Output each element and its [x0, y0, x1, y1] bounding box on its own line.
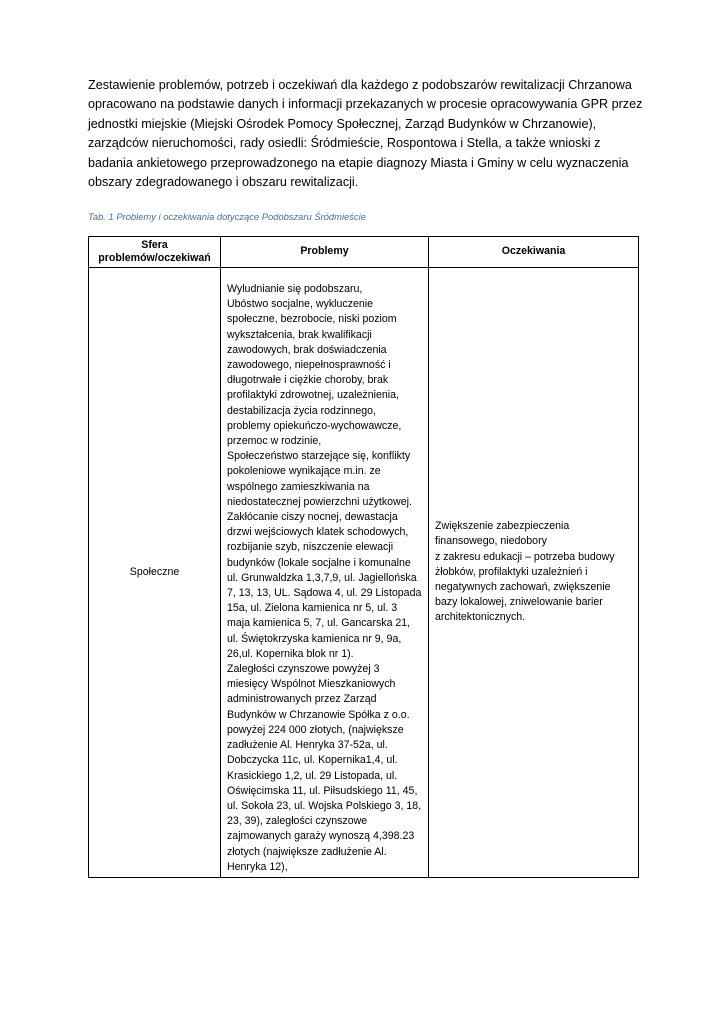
problem-item: Zaległości czynszowe powyżej 3 miesięcy Wspólnot Mieszkaniowych administrowanych przez Zarząd Budynków w Chrzanowie Spółka z o.o. powyżej 224 000 złotych, (największe zadłużenie Al. Henryka 37-52a, ul. Dobczycka 11c, ul. Kopernika1,4, ul. Krasickiego 1,2, ul. 29 Listopada, ul. Oświęcimska 11, ul. Piłsudskiego 11, 45, ul. Sokoła 23, ul. Wojska Polskiego 3, 18, 23, 39), zaległości czynszowe zajmowanych garaży wynoszą 4,398.23 złotych (największe zadłużenie Al. Henryka 12), — [227, 663, 422, 873]
problem-item: Zakłócanie ciszy nocnej, dewastacja drzwi wejściowych klatek schodowych, rozbijanie szyb, niszczenie elewacji budynków (lokale socjalne i komunalne ul. Grunwaldzka 1,3,7,9, ul. Jagiellońska 7, 13, 13, UL. Sądowa 4, ul. 29 Listopada 15a, ul. Zielona kamienica nr 5, ul. 3 maja kamienica 5, 7, ul. Gancarska 21, ul. Świętokrzyska kamienica nr 9, 9a, 26,ul. Kopernika blok nr 1). — [227, 511, 422, 660]
problem-item: Wyludnianie się podobszaru, — [227, 283, 363, 295]
cell-sfera: Społeczne — [89, 268, 221, 878]
header-sfera-line1: Sfera — [141, 238, 168, 251]
header-oczekiwania: Oczekiwania — [429, 237, 639, 268]
expectation-item: Zwiększenie zabezpieczenia finansowego, niedobory — [435, 520, 570, 548]
header-sfera-line2: problemów/oczekiwań — [98, 252, 211, 264]
problem-item: Społeczeństwo starzejące się, konflikty pokoleniowe wynikające m.in. ze wspólnego zamieszkiwania na niedostatecznej powierzchni użytkowej. — [227, 450, 412, 508]
problem-item: Ubóstwo socjalne, wykluczenie społeczne, bezrobocie, niski poziom wykształcenia, brak kwalifikacji zawodowych, brak doświadczenia zawodowego, niepełnosprawność i długotrwałe i ciężkie choroby, brak profilaktyki zdrowotnej, uzależnienia, destabilizacja życia rodzinnego, problemy opiekuńczo-wychowawcze, przemoc w rodzinie, — [227, 298, 402, 448]
table-caption: Tab. 1 Problemy i oczekiwania dotyczące Podobszaru Śródmieście — [88, 211, 366, 222]
table-header-row — [89, 237, 639, 268]
header-problemy: Problemy — [221, 237, 429, 268]
cell-problemy — [221, 268, 429, 878]
cell-oczekiwania — [429, 268, 639, 878]
header-sfera — [89, 237, 221, 268]
expectation-item: z zakresu edukacji – potrzeba budowy żłobków, profilaktyki uzależnień i negatywnych zachowań, zwiększenie bazy lokalowej, zniwelowanie barier architektonicznych. — [435, 550, 615, 624]
table-row — [89, 268, 639, 878]
problems-table — [88, 236, 639, 878]
intro-paragraph: Zestawienie problemów, potrzeb i oczekiwań dla każdego z podobszarów rewitalizacji Chrzanowa opracowano na podstawie danych i informacji przekazanych w procesie opracowywania GPR przez jednostki miejskie (Miejski Ośrodek Pomocy Społecznej, Zarząd Budynków w Chrzanowie), zarządców nieruchomości, rady osiedli: Śródmieście, Rospontowa i Stella, a także wnioski z badania ankietowego przeprowadzonego na etapie diagnozy Miasta i Gminy w celu wyznaczenia obszary zdegradowanego i obszaru rewitalizacji. — [88, 78, 643, 190]
